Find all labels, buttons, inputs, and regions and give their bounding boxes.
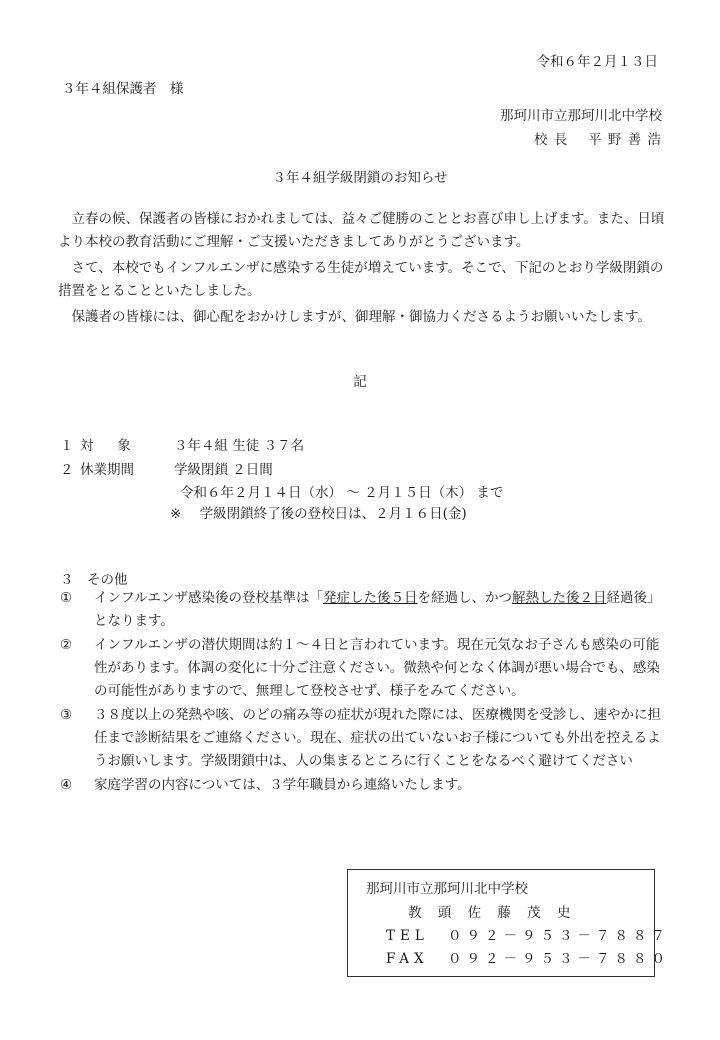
note-text: 学級閉鎖終了後の登校日は、２月１６日(金)	[199, 506, 467, 522]
letter-date: 令和６年２月１３日	[536, 54, 658, 70]
item-marker: ①	[60, 590, 73, 606]
item-label: 休業期間	[80, 462, 134, 478]
item-marker: ③	[60, 707, 73, 723]
contact-school: 那珂川市立那珂川北中学校	[366, 881, 528, 897]
item-value: 学級閉鎖 ２日間	[174, 462, 273, 478]
list-item	[60, 704, 672, 773]
underlined-phrase: 解熱した後２日	[511, 590, 607, 606]
sender-principal: 校 長 平 野 善 浩	[534, 132, 662, 148]
item-value: ３年４組 生徒 ３７名	[174, 438, 305, 454]
item-text	[94, 587, 672, 633]
item-text: ３８度以上の発熱や咳、のどの痛み等の症状が現れた際には、医療機関を受診し、速やかに担任まで診断結果をご連絡ください。現在、症状の出ていないお子様についても外出を控えるようお願いします。学級閉鎖中は、人の集まるところに行くことをなるべく避けてください	[94, 707, 661, 769]
contact-tel	[386, 924, 670, 944]
closure-dates: 令和６年２月１４日（水） ～ ２月１５日（木） まで	[180, 485, 504, 501]
contact-fax	[386, 947, 670, 967]
item-text-part: を経過し、かつ	[417, 590, 512, 606]
contact-vice-principal: 教 頭 佐 藤 茂 史	[408, 905, 577, 921]
underlined-phrase: 発症した後５日	[322, 590, 418, 606]
item-label: 対 象	[80, 438, 133, 454]
return-note	[170, 502, 467, 522]
intro-paragraph: 保護者の皆様には、御心配をおかけしますが、御理解・御協力くださるようお願いいたします。	[71, 309, 651, 325]
item-number: １	[60, 438, 74, 454]
item-text-part: 経過後」となります。	[94, 590, 661, 629]
ki-heading: 記	[353, 374, 367, 390]
note-mark: ※	[170, 506, 182, 522]
fax-number: ０９２－９５３－７８８０	[448, 951, 670, 967]
item-text: 家庭学習の内容については、３学年職員から連絡いたします。	[94, 777, 471, 793]
item-marker: ②	[60, 637, 73, 653]
sender-school: 那珂川市立那珂川北中学校	[500, 108, 662, 124]
list-item	[60, 774, 672, 797]
tel-number: ０９２－９５３－７８８７	[448, 928, 670, 944]
item-text-part: インフルエンザ感染後の登校基準は「	[94, 590, 323, 606]
item-target	[60, 434, 304, 454]
list-item	[60, 587, 672, 633]
other-heading: ３ その他	[60, 572, 128, 588]
item-period	[60, 458, 273, 478]
intro-paragraph: さて、本校でもインフルエンザに感染する生徒が増えています。そこで、下記のとおり学級閉鎖の措置をとることといたしました。	[58, 260, 664, 299]
letter-title: ３年４組学級閉鎖のお知らせ	[272, 170, 448, 186]
contact-box	[347, 869, 670, 977]
item-marker: ④	[60, 777, 73, 793]
fax-label: FAX	[386, 951, 429, 967]
item-number: ２	[60, 462, 74, 478]
tel-label: TEL	[386, 928, 429, 944]
intro-body	[58, 208, 668, 332]
other-list	[60, 587, 672, 798]
item-text: インフルエンザの潜伏期間は約１～４日と言われています。現在元気なお子さんも感染の可能性があります。体調の変化に十分ご注意ください。微熱や何となく体調が悪い場合でも、感染の可能性がありますので、無理して登校させず、様子をみてください。	[94, 637, 660, 699]
list-item	[60, 634, 672, 703]
recipient: ３年４組保護者 様	[62, 81, 184, 97]
intro-paragraph: 立春の候、保護者の皆様におかれましては、益々ご健勝のこととお喜び申し上げます。また、日頃より本校の教育活動にご理解・ご支援いただきましてありがとうございます。	[58, 211, 665, 250]
